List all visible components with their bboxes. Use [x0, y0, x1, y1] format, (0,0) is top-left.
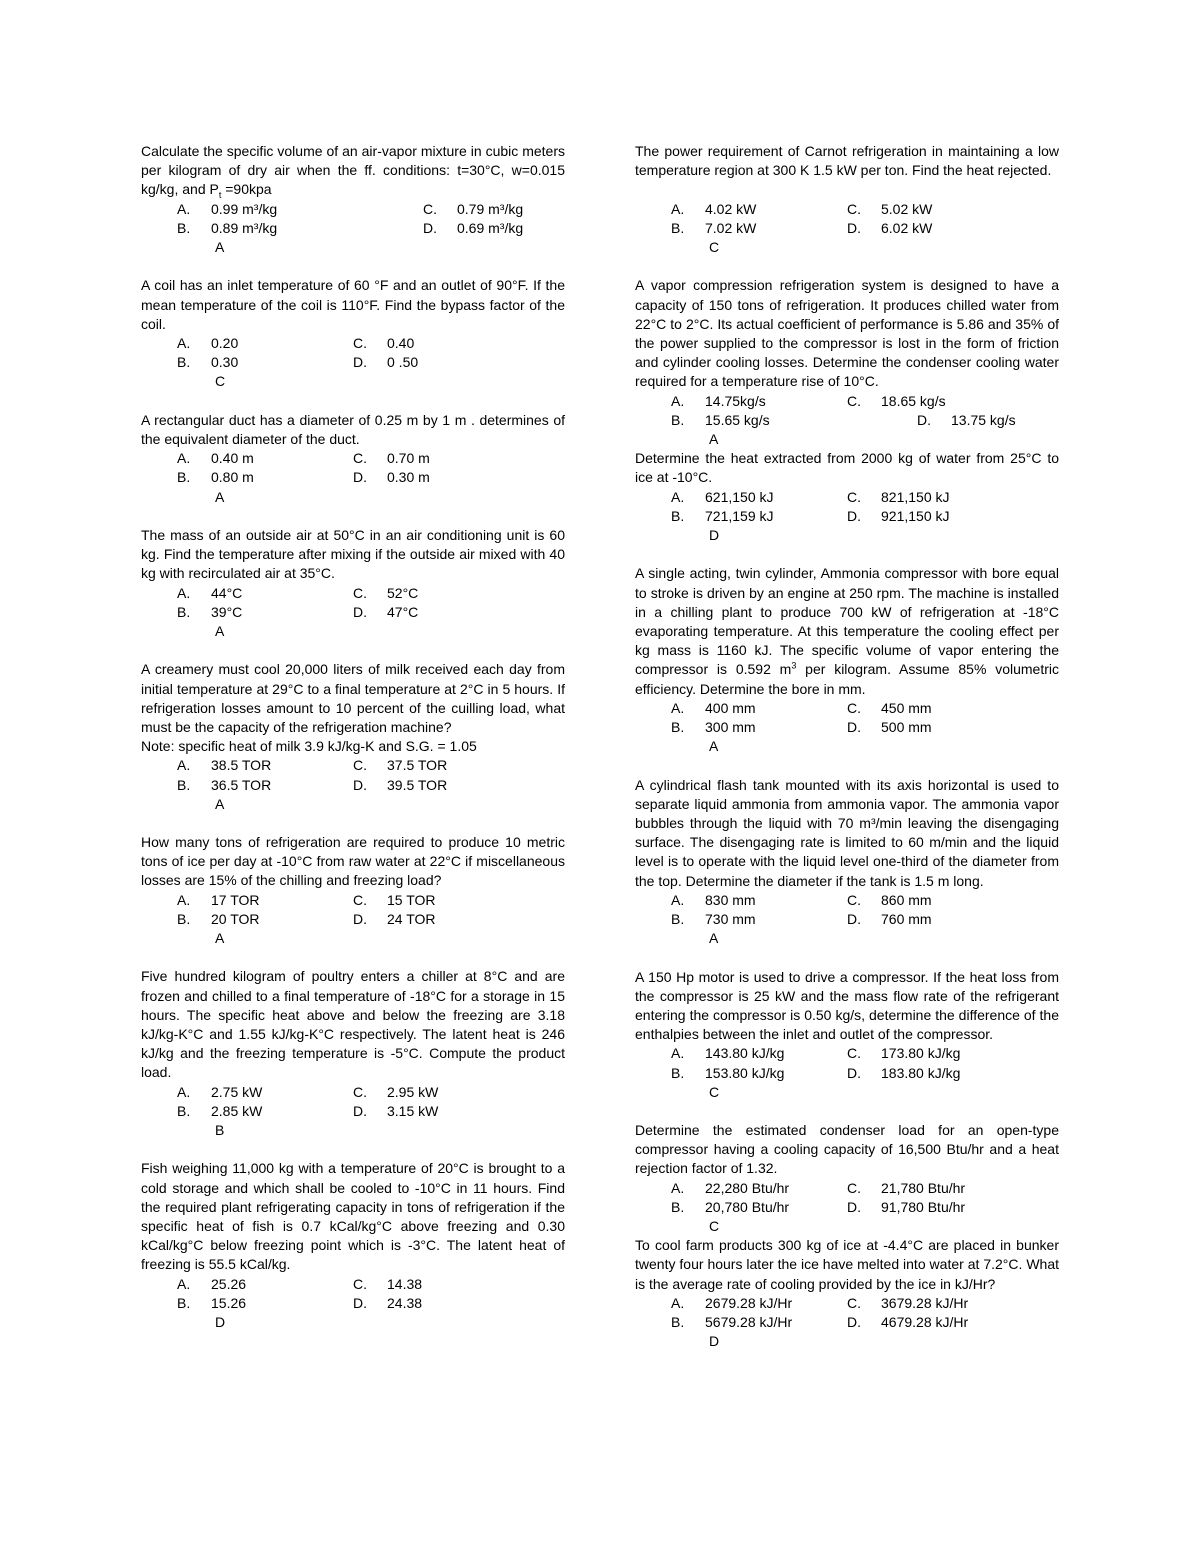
- question-stem: A creamery must cool 20,000 liters of milk received each day from initial temperature at 29°C to a final temperature at 2°C in 5 hours. If refrigeration losses amount to 10 percent of the cuilling load, what must be the capacity of the refrigeration machine?: [141, 661, 565, 735]
- option-text: 621,150 kJ: [705, 488, 774, 505]
- option-letter: C.: [847, 1179, 861, 1196]
- option-letter: C.: [847, 891, 861, 908]
- option-text: 0.89 m³/kg: [211, 219, 278, 236]
- option-letter: A.: [177, 584, 191, 601]
- option-c: [847, 1294, 968, 1313]
- options-grid: [141, 1083, 565, 1121]
- question-note: Note: specific heat of milk 3.9 kJ/kg-K and S.G. = 1.05: [141, 738, 477, 755]
- options-grid: [635, 200, 1059, 238]
- option-a: [671, 200, 756, 219]
- option-text: 0.70 m: [387, 450, 430, 467]
- options-grid: [635, 1044, 1059, 1082]
- option-letter: A.: [177, 1275, 191, 1292]
- option-d: [353, 603, 418, 622]
- question-block: [141, 142, 565, 257]
- option-letter: B.: [177, 354, 191, 371]
- option-c: [353, 449, 430, 468]
- question-stem: The power requirement of Carnot refrigeration in maintaining a low temperature region at 300 K 1.5 kW per ton. Find the heat rejected.: [635, 143, 1059, 179]
- option-a: [177, 891, 260, 910]
- option-text: 730 mm: [705, 910, 756, 927]
- option-a: [177, 756, 271, 775]
- option-letter: A.: [671, 891, 685, 908]
- answer-key: D: [709, 526, 720, 543]
- option-text: 20 TOR: [211, 910, 260, 927]
- answer-key: D: [215, 1314, 226, 1331]
- question-block: [141, 967, 565, 1140]
- option-text: 153.80 kJ/kg: [705, 1064, 785, 1081]
- option-c: [847, 891, 932, 910]
- option-letter: A.: [177, 757, 191, 774]
- option-letter: D.: [847, 507, 861, 524]
- question-block: [635, 564, 1059, 756]
- option-text: 13.75 kg/s: [951, 411, 1016, 428]
- answer-key: B: [215, 1122, 225, 1139]
- question-block: [141, 411, 565, 507]
- question-block: [635, 142, 1059, 257]
- options-grid: [141, 200, 565, 238]
- answer-key: C: [709, 238, 720, 255]
- option-letter: A.: [177, 891, 191, 908]
- option-b: [177, 910, 260, 929]
- option-b: [177, 776, 271, 795]
- option-letter: A.: [671, 699, 685, 716]
- option-a: [671, 488, 774, 507]
- option-d: [847, 718, 932, 737]
- option-letter: B.: [671, 1198, 685, 1215]
- option-c: [847, 200, 932, 219]
- option-d: [847, 219, 932, 238]
- option-letter: C.: [353, 757, 367, 774]
- option-text: 14.75kg/s: [705, 392, 766, 409]
- spacer: [635, 257, 1059, 276]
- answer-key: A: [709, 930, 719, 947]
- option-text: 760 mm: [881, 910, 932, 927]
- option-text: 4.02 kW: [705, 200, 757, 217]
- option-text: 0 .50: [387, 354, 419, 371]
- option-a: [671, 1179, 789, 1198]
- question-block: [635, 1121, 1059, 1236]
- option-text: 38.5 TOR: [211, 757, 272, 774]
- option-letter: D.: [353, 910, 367, 927]
- option-text: 20,780 Btu/hr: [705, 1198, 790, 1215]
- option-letter: A.: [671, 1294, 685, 1311]
- option-b: [177, 219, 277, 238]
- option-text: 300 mm: [705, 718, 756, 735]
- option-letter: A.: [177, 334, 191, 351]
- option-letter: C.: [353, 1275, 367, 1292]
- option-text: 0.20: [211, 334, 239, 351]
- options-grid: [635, 1179, 1059, 1217]
- option-text: 860 mm: [881, 891, 932, 908]
- question-block: [635, 449, 1059, 545]
- option-letter: A.: [177, 1083, 191, 1100]
- option-letter: C.: [353, 450, 367, 467]
- options-grid: [141, 449, 565, 487]
- answer-key: A: [709, 430, 719, 447]
- option-d: [847, 1198, 965, 1217]
- option-text: 0.40 m: [211, 450, 254, 467]
- option-letter: D.: [917, 411, 931, 428]
- spacer: [141, 814, 565, 833]
- option-text: 2679.28 kJ/Hr: [705, 1294, 793, 1311]
- option-letter: D.: [847, 910, 861, 927]
- option-d: [917, 411, 1016, 430]
- option-text: 15.26: [211, 1294, 247, 1311]
- option-text: 25.26: [211, 1275, 247, 1292]
- question-stem: Determine the estimated condenser load for an open-type compressor having a cooling capacity of 16,500 Btu/hr and a heat rejection factor of 1.32.: [635, 1122, 1059, 1177]
- options-grid: [635, 1294, 1059, 1332]
- option-c: [847, 488, 950, 507]
- option-a: [671, 392, 766, 411]
- option-text: 6.02 kW: [881, 219, 933, 236]
- option-text: 5.02 kW: [881, 200, 933, 217]
- option-letter: B.: [177, 1294, 191, 1311]
- question-stem: How many tons of refrigeration are required to produce 10 metric tons of ice per day at -10°C from raw water at 22°C if miscellaneous losses are 15% of the chilling and freezing load?: [141, 834, 565, 889]
- option-text: 15 TOR: [387, 891, 436, 908]
- option-letter: D.: [847, 1064, 861, 1081]
- option-b: [177, 1294, 246, 1313]
- option-a: [671, 1044, 784, 1063]
- option-a: [177, 200, 277, 219]
- option-text: 0.30: [211, 354, 239, 371]
- question-stem: A vapor compression refrigeration system is designed to have a capacity of 150 tons of refrigeration. It produces chilled water from 22°C to 2°C. Its actual coefficient of performance is 5.86 and 35% of the power supplied to the compressor is lost in the form of friction and cylinder cooling losses. Determine the condenser cooling water required for a temperature rise of 10°C.: [635, 277, 1059, 390]
- option-letter: D.: [847, 219, 861, 236]
- option-letter: B.: [177, 1102, 191, 1119]
- question-block: [141, 526, 565, 641]
- option-b: [671, 1064, 784, 1083]
- option-text: 830 mm: [705, 891, 756, 908]
- option-d: [353, 776, 447, 795]
- answer-key: A: [215, 239, 225, 255]
- question-block: [141, 1159, 565, 1332]
- option-c: [847, 392, 946, 411]
- option-c: [423, 200, 523, 219]
- option-c: [353, 584, 418, 603]
- option-letter: A.: [671, 1179, 685, 1196]
- option-d: [423, 219, 523, 238]
- option-text: 36.5 TOR: [211, 776, 272, 793]
- option-text: 21,780 Btu/hr: [881, 1179, 966, 1196]
- answer-key: A: [215, 795, 225, 812]
- option-text: 2.75 kW: [211, 1083, 263, 1100]
- option-letter: B.: [671, 718, 685, 735]
- option-text: 44°C: [211, 584, 243, 601]
- option-letter: C.: [847, 699, 861, 716]
- option-text: 24.38: [387, 1294, 423, 1311]
- spacer: [141, 948, 565, 967]
- option-text: 400 mm: [705, 699, 756, 716]
- question-stem: Fish weighing 11,000 kg with a temperature of 20°C is brought to a cold storage and which shall be cooled to -10°C in 11 hours. Find the required plant refrigerating capacity in tons of refrigeration if the specific heat of fish is 0.7 kCal/kg°C above freezing and 0.30 kCal/kg°C below freezing point which is -3°C. The latent heat of freezing is 55.5 kCal/kg.: [141, 1160, 565, 1273]
- option-letter: C.: [353, 891, 367, 908]
- option-letter: B.: [177, 910, 191, 927]
- question-block: [635, 776, 1059, 949]
- option-text: 37.5 TOR: [387, 757, 448, 774]
- option-d: [353, 353, 418, 372]
- option-text: 921,150 kJ: [881, 507, 950, 524]
- option-text: 821,150 kJ: [881, 488, 950, 505]
- option-letter: C.: [847, 1045, 861, 1062]
- option-a: [177, 584, 242, 603]
- option-letter: D.: [353, 776, 367, 793]
- option-a: [177, 1275, 246, 1294]
- option-text: 4679.28 kJ/Hr: [881, 1314, 969, 1331]
- answer-key: D: [709, 1333, 720, 1350]
- option-a: [671, 1294, 792, 1313]
- spacer: [635, 180, 1059, 199]
- right-column: [635, 142, 1059, 1351]
- option-text: 24 TOR: [387, 910, 436, 927]
- option-letter: D.: [353, 1294, 367, 1311]
- question-stem: Five hundred kilogram of poultry enters a chiller at 8°C and are frozen and chilled to a final temperature of -18°C for a storage in 15 hours. The specific heat above and below the freezing are 3.18 kJ/kg-K°C and 1.55 kJ/kg-K°C respectively. The latent heat is 246 kJ/kg and the freezing temperature is -5°C. Compute the product load.: [141, 968, 565, 1081]
- question-block: [141, 833, 565, 948]
- spacer: [141, 257, 565, 276]
- option-letter: B.: [671, 507, 685, 524]
- option-text: 91,780 Btu/hr: [881, 1198, 966, 1215]
- option-text: 52°C: [387, 584, 419, 601]
- option-letter: B.: [177, 469, 191, 486]
- answer-key: C: [215, 373, 226, 390]
- option-letter: D.: [353, 469, 367, 486]
- spacer: [141, 392, 565, 411]
- option-text: 3.15 kW: [387, 1102, 439, 1119]
- option-d: [847, 1313, 968, 1332]
- question-stem: Calculate the specific volume of an air-vapor mixture in cubic meters per kilogram of dry air when the ff. conditions: t=30°C, w=0.015 kg/kg, and $P_t =90kpa$: [141, 143, 565, 201]
- option-text: 450 mm: [881, 699, 932, 716]
- option-d: [353, 468, 430, 487]
- option-c: [353, 756, 447, 775]
- option-d: [847, 507, 950, 526]
- option-letter: A.: [671, 392, 685, 409]
- option-c: [847, 699, 932, 718]
- question-stem: A coil has an inlet temperature of 60 °F and an outlet of 90°F. If the mean temperature of the coil is 110°F. Find the bypass factor of the coil.: [141, 277, 565, 332]
- question-stem: Determine the heat extracted from 2000 kg of water from 25°C to ice at -10°C.: [635, 450, 1059, 486]
- question-block: [635, 968, 1059, 1102]
- option-b: [671, 718, 756, 737]
- options-grid: [635, 392, 1059, 430]
- spacer: [141, 1140, 565, 1159]
- answer-key: A: [215, 488, 225, 505]
- question-block: [141, 660, 565, 814]
- option-b: [177, 468, 254, 487]
- option-b: [177, 1102, 262, 1121]
- option-letter: B.: [177, 603, 191, 620]
- option-letter: D.: [353, 354, 367, 371]
- answer-key: A: [215, 930, 225, 947]
- option-d: [353, 910, 436, 929]
- option-text: 2.95 kW: [387, 1083, 439, 1100]
- option-d: [847, 910, 932, 929]
- question-stem: To cool farm products 300 kg of ice at -4.4°C are placed in bunker twenty four hours later the ice have melted into water at 7.2°C. What is the average rate of cooling provided by the ice in kJ/Hr?: [635, 1237, 1059, 1292]
- spacer: [635, 756, 1059, 775]
- option-c: [847, 1179, 965, 1198]
- option-d: [353, 1102, 438, 1121]
- option-text: 18.65 kg/s: [881, 392, 946, 409]
- question-stem: A cylindrical flash tank mounted with its axis horizontal is used to separate liquid ammonia from ammonia vapor. The ammonia vapor bubbles through the liquid with 70 m³/min leaving the disengaging surface. The disengaging rate is limited to 60 m/min and the liquid level is to operate with the liquid level one-third of the diameter from the top. Determine the diameter if the tank is 1.5 m long.: [635, 776, 1059, 889]
- option-text: 143.80 kJ/kg: [705, 1045, 785, 1062]
- option-text: 721,159 kJ: [705, 507, 774, 524]
- left-column: [141, 142, 565, 1332]
- options-grid: [141, 756, 565, 794]
- option-text: 39°C: [211, 603, 243, 620]
- option-c: [353, 1083, 438, 1102]
- answer-key: A: [709, 738, 719, 755]
- option-letter: B.: [671, 411, 685, 428]
- options-grid: [141, 1275, 565, 1313]
- option-b: [177, 603, 242, 622]
- spacer: [141, 507, 565, 526]
- option-letter: C.: [847, 392, 861, 409]
- option-text: 47°C: [387, 603, 419, 620]
- spacer: [635, 545, 1059, 564]
- spacer: [141, 641, 565, 660]
- option-letter: B.: [177, 776, 191, 793]
- option-letter: C.: [847, 488, 861, 505]
- option-b: [671, 1313, 792, 1332]
- option-text: 39.5 TOR: [387, 776, 448, 793]
- spacer: [635, 948, 1059, 967]
- option-c: [847, 1044, 960, 1063]
- option-letter: D.: [423, 219, 437, 236]
- option-text: 5679.28 kJ/Hr: [705, 1314, 793, 1331]
- option-text: 0.79 m³/kg: [457, 200, 524, 217]
- option-letter: C.: [353, 334, 367, 351]
- option-letter: C.: [847, 200, 861, 217]
- option-letter: D.: [847, 1314, 861, 1331]
- option-text: 7.02 kW: [705, 219, 757, 236]
- answer-key: A: [215, 622, 225, 639]
- option-text: 2.85 kW: [211, 1102, 263, 1119]
- option-letter: B.: [671, 219, 685, 236]
- options-grid: [141, 584, 565, 622]
- option-b: [671, 1198, 789, 1217]
- option-letter: C.: [847, 1294, 861, 1311]
- option-letter: B.: [671, 1314, 685, 1331]
- option-letter: A.: [671, 488, 685, 505]
- option-text: 173.80 kJ/kg: [881, 1045, 961, 1062]
- options-grid: [141, 334, 565, 372]
- option-text: 15.65 kg/s: [705, 411, 770, 428]
- question-block: [635, 276, 1059, 449]
- options-grid: [635, 699, 1059, 737]
- option-a: [671, 699, 756, 718]
- option-text: 17 TOR: [211, 891, 260, 908]
- option-text: 0.80 m: [211, 469, 254, 486]
- answer-key: C: [709, 1218, 720, 1235]
- options-grid: [635, 891, 1059, 929]
- option-a: [671, 891, 756, 910]
- option-text: 0.40: [387, 334, 415, 351]
- option-a: [177, 1083, 262, 1102]
- option-text: 0.30 m: [387, 469, 430, 486]
- option-letter: D.: [353, 1102, 367, 1119]
- option-c: [353, 334, 414, 353]
- option-a: [177, 449, 254, 468]
- options-grid: [635, 488, 1059, 526]
- option-text: 0.69 m³/kg: [457, 219, 524, 236]
- question-stem: A rectangular duct has a diameter of 0.25 m by 1 m . determines of the equivalent diameter of the duct.: [141, 411, 565, 447]
- question-stem: A 150 Hp motor is used to drive a compressor. If the heat loss from the compressor is 25 kW and the mass flow rate of the refrigerant entering the compressor is 0.50 kg/s, determine the difference of the enthalpies between the inlet and outlet of the compressor.: [635, 968, 1059, 1043]
- question-stem: The mass of an outside air at 50°C in an air conditioning unit is 60 kg. Find the temperature after mixing if the outside air mixed with 40 kg with recirculated air at 35°C.: [141, 526, 565, 582]
- option-c: [353, 1275, 422, 1294]
- option-c: [353, 891, 436, 910]
- spacer: [635, 1102, 1059, 1121]
- option-text: 183.80 kJ/kg: [881, 1064, 961, 1081]
- option-letter: A.: [671, 1045, 685, 1062]
- option-d: [353, 1294, 422, 1313]
- option-text: 0.99 m³/kg: [211, 200, 278, 217]
- question-block: [141, 276, 565, 391]
- option-letter: B.: [671, 1064, 685, 1081]
- option-letter: A.: [177, 200, 191, 217]
- option-letter: A.: [671, 200, 685, 217]
- option-d: [847, 1064, 960, 1083]
- option-b: [671, 219, 756, 238]
- options-grid: [141, 891, 565, 929]
- question-stem: A single acting, twin cylinder, Ammonia compressor with bore equal to stroke is driven by an engine at 250 rpm. The machine is installed in a chilling plant to produce 700 kW of refrigeration at -18°C evaporating temperature. At this temperature the cooling effect per kg mass is 1160 kJ. The specific volume of vapor entering the compressor is 0.592 $m^3$ per kilogram. Assume 85% volumetric efficiency. Determine the bore in mm.: [635, 565, 1059, 697]
- option-b: [671, 411, 770, 430]
- option-letter: C.: [423, 200, 437, 217]
- option-a: [177, 334, 238, 353]
- option-letter: D.: [353, 603, 367, 620]
- option-text: 3679.28 kJ/Hr: [881, 1294, 969, 1311]
- option-letter: C.: [353, 1083, 367, 1100]
- option-letter: D.: [847, 1198, 861, 1215]
- option-b: [177, 353, 238, 372]
- option-letter: C.: [353, 584, 367, 601]
- question-block: [635, 1236, 1059, 1351]
- option-text: 500 mm: [881, 718, 932, 735]
- option-text: 14.38: [387, 1275, 423, 1292]
- option-letter: D.: [847, 718, 861, 735]
- option-text: 22,280 Btu/hr: [705, 1179, 790, 1196]
- option-b: [671, 910, 756, 929]
- answer-key: C: [709, 1083, 720, 1100]
- option-b: [671, 507, 774, 526]
- option-letter: A.: [177, 450, 191, 467]
- option-letter: B.: [671, 910, 685, 927]
- option-letter: B.: [177, 219, 191, 236]
